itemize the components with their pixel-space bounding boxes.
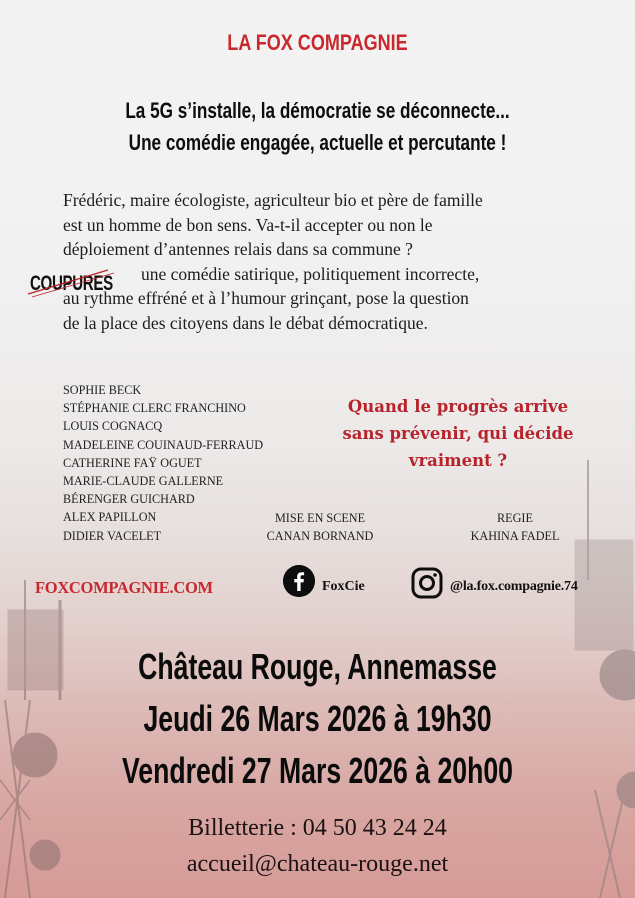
- ticket-info: [0, 810, 635, 882]
- cast-member: BÉRENGER GUICHARD: [63, 492, 195, 507]
- credit-name: KAHINA FADEL: [470, 529, 560, 544]
- cast-member: CATHERINE FAŸ OGUET: [63, 455, 202, 470]
- quote-line: Quand le progrès arrive: [347, 397, 569, 416]
- pull-quote: [318, 393, 598, 474]
- synopsis-line: déploiement d’antennes relais dans sa commune ?: [63, 239, 413, 259]
- tagline-line: La 5G s’installe, la démocratie se déconnecte...: [125, 98, 510, 123]
- event-date: Jeudi 26 Mars 2026 à 19h30: [143, 698, 492, 739]
- facebook-handle[interactable]: FoxCie: [322, 579, 365, 594]
- instagram-icon[interactable]: [411, 567, 443, 599]
- tagline: [70, 95, 565, 159]
- event-date: Vendredi 27 Mars 2026 à 20h00: [122, 750, 513, 791]
- cast-member: MADELEINE COUINAUD-FERRAUD: [63, 437, 264, 452]
- synopsis-line: une comédie satirique, politiquement incorrecte,: [141, 263, 480, 284]
- credit-label: MISE EN SCENE: [274, 511, 366, 525]
- cast-member: DIDIER VACELET: [63, 528, 162, 543]
- synopsis-line: Frédéric, maire écologiste, agriculteur bio et père de famille: [63, 190, 483, 210]
- show-title-logo: COUPURES: [30, 272, 113, 295]
- cast-list: [63, 381, 263, 545]
- slash-cut-icon: [26, 268, 136, 298]
- facebook-icon[interactable]: [283, 565, 315, 597]
- company-name: LA FOX COMPAGNIE: [227, 30, 408, 55]
- ticket-email[interactable]: accueil@chateau-rouge.net: [186, 851, 449, 877]
- quote-line: sans prévenir, qui décide: [342, 424, 574, 443]
- credit-name: CANAN BORNAND: [266, 529, 374, 544]
- event-details: [83, 641, 553, 797]
- website-link[interactable]: FOXCOMPAGNIE.COM: [35, 578, 213, 597]
- cast-member: SOPHIE BECK: [63, 383, 142, 397]
- cast-member: MARIE-CLAUDE GALLERNE: [63, 474, 224, 489]
- synopsis: [63, 188, 583, 335]
- cast-member: LOUIS COGNACQ: [63, 419, 163, 434]
- synopsis-line: est un homme de bon sens. Va-t-il accepter ou non le: [63, 214, 433, 235]
- instagram-handle[interactable]: @la.fox.compagnie.74: [450, 579, 578, 594]
- ticket-phone: Billetterie : 04 50 43 24 24: [188, 815, 447, 841]
- synopsis-line: au rythme effréné et à l’humour grinçant, pose la question: [63, 288, 469, 308]
- synopsis-line: de la place des citoyens dans le débat démocratique.: [63, 312, 428, 333]
- cast-member: STÉPHANIE CLERC FRANCHINO: [63, 401, 246, 416]
- quote-line: vraiment ?: [408, 451, 508, 470]
- credit-regie: [450, 509, 580, 545]
- credit-label: REGIE: [497, 511, 533, 525]
- credit-mise-en-scene: [250, 509, 390, 545]
- tagline-line: Une comédie engagée, actuelle et percutante !: [128, 130, 507, 155]
- cast-member: ALEX PAPILLON: [63, 510, 157, 525]
- event-venue: Château Rouge, Annemasse: [138, 646, 497, 687]
